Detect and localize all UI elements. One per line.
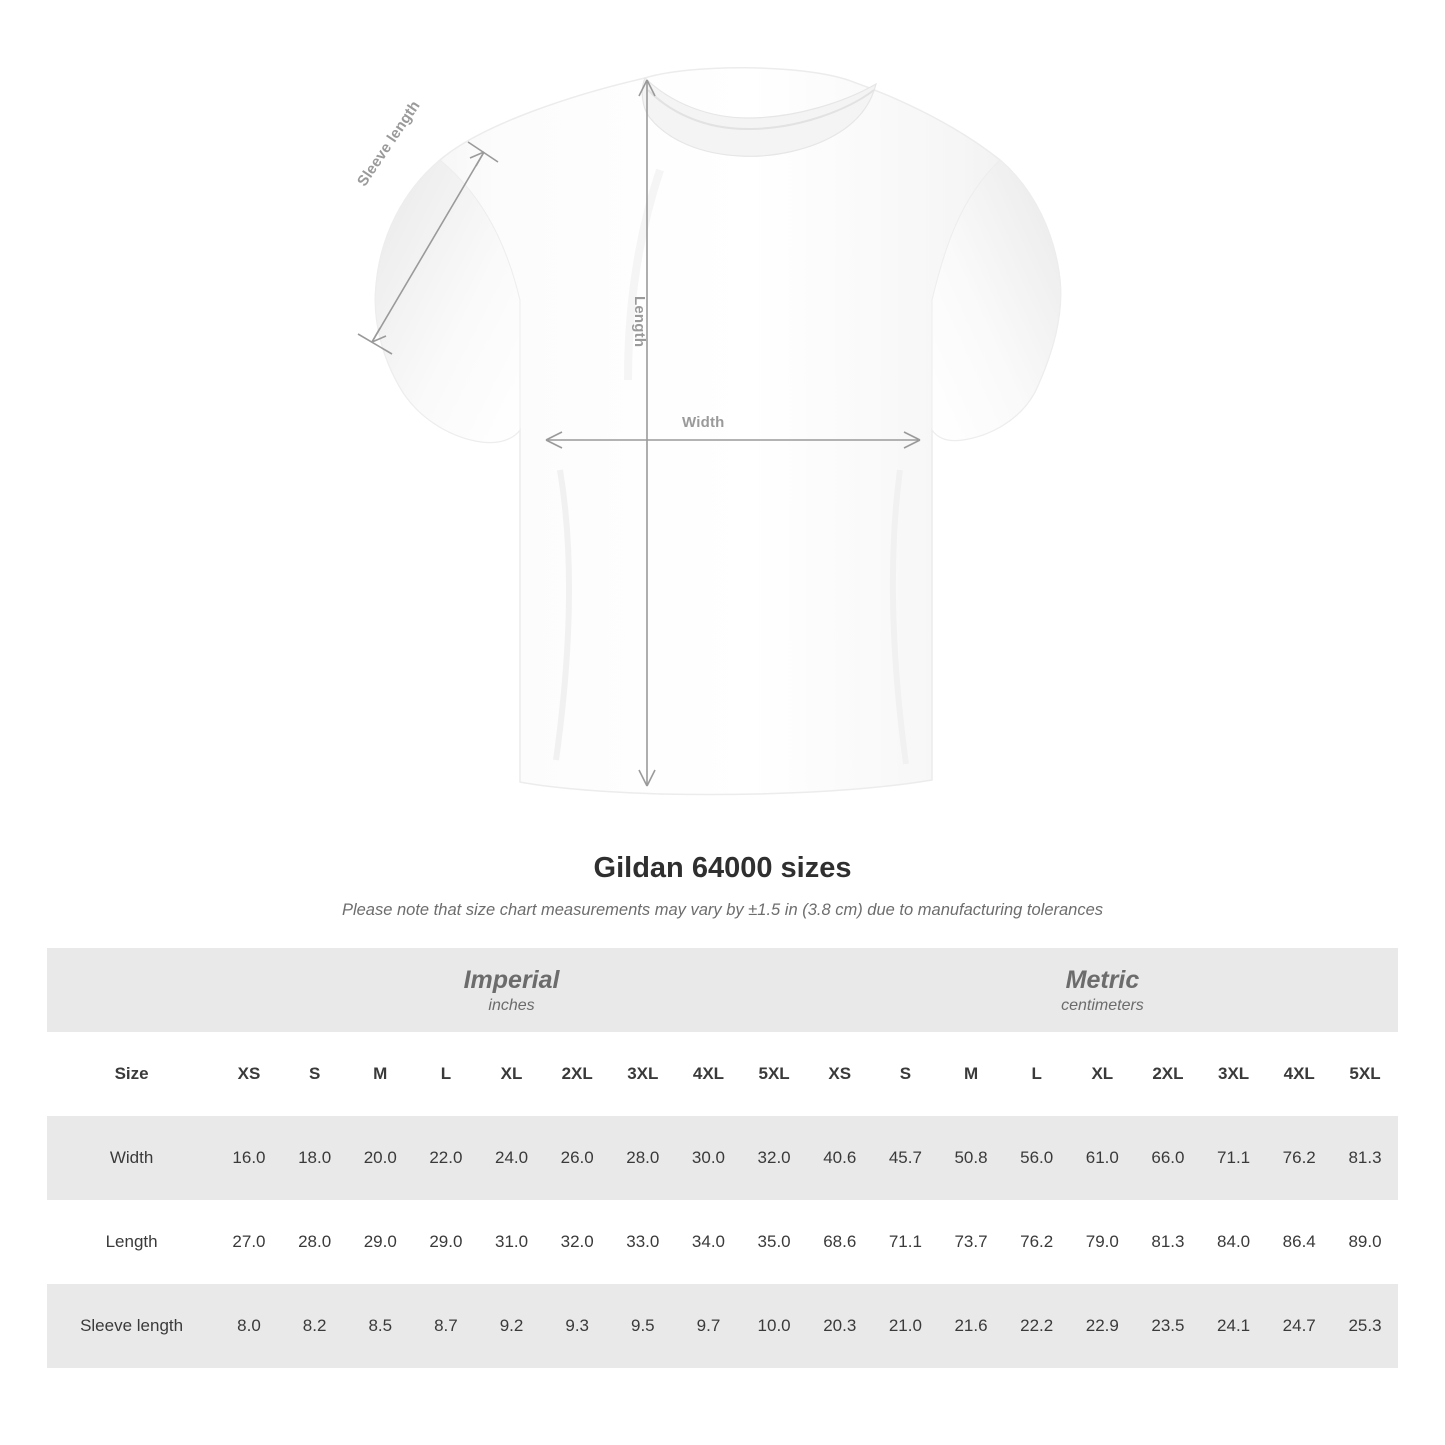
cell-width-l-metric: 56.0 [1004,1116,1070,1200]
column-header-2xl-imperial: 2XL [544,1032,610,1116]
cell-sleeve-length-m-imperial: 8.5 [347,1284,413,1368]
column-header-xl-metric: XL [1069,1032,1135,1116]
size-table [47,948,1398,1368]
cell-width-xl-metric: 61.0 [1069,1116,1135,1200]
column-header-l-imperial: L [413,1032,479,1116]
cell-width-xl-imperial: 24.0 [479,1116,545,1200]
column-header-xs-metric: XS [807,1032,873,1116]
cell-length-4xl-imperial: 34.0 [676,1200,742,1284]
length-label: Length [631,296,648,348]
cell-width-m-metric: 50.8 [938,1116,1004,1200]
cell-sleeve-length-xl-metric: 22.9 [1069,1284,1135,1368]
table-row [47,1284,1398,1368]
cell-width-5xl-metric: 81.3 [1332,1116,1398,1200]
cell-width-3xl-imperial: 28.0 [610,1116,676,1200]
cell-sleeve-length-4xl-metric: 24.7 [1266,1284,1332,1368]
cell-length-5xl-imperial: 35.0 [741,1200,807,1284]
cell-length-4xl-metric: 86.4 [1266,1200,1332,1284]
row-label-length: Length [47,1200,216,1284]
cell-sleeve-length-l-metric: 22.2 [1004,1284,1070,1368]
unit-band-spacer [47,948,216,1032]
cell-width-xs-imperial: 16.0 [216,1116,282,1200]
tolerance-note: Please note that size chart measurements may vary by ±1.5 in (3.8 cm) due to manufacturing tolerances [341,901,1104,919]
cell-length-2xl-metric: 81.3 [1135,1200,1201,1284]
unit-group-name: Imperial [463,966,560,995]
column-header-xs-imperial: XS [216,1032,282,1116]
cell-width-3xl-metric: 71.1 [1201,1116,1267,1200]
column-header-3xl-imperial: 3XL [610,1032,676,1116]
width-label: Width [682,414,725,431]
column-header-2xl-metric: 2XL [1135,1032,1201,1116]
column-header-s-metric: S [873,1032,939,1116]
unit-group-imperial [216,948,807,1032]
cell-width-xs-metric: 40.6 [807,1116,873,1200]
cell-length-3xl-imperial: 33.0 [610,1200,676,1284]
cell-sleeve-length-s-imperial: 8.2 [282,1284,348,1368]
cell-sleeve-length-2xl-metric: 23.5 [1135,1284,1201,1368]
column-header-5xl-imperial: 5XL [741,1032,807,1116]
row-label-width: Width [47,1116,216,1200]
cell-sleeve-length-xl-imperial: 9.2 [479,1284,545,1368]
cell-length-s-metric: 71.1 [873,1200,939,1284]
cell-length-xl-metric: 79.0 [1069,1200,1135,1284]
cell-sleeve-length-s-metric: 21.0 [873,1284,939,1368]
unit-group-row [47,948,1398,1032]
cell-length-xs-metric: 68.6 [807,1200,873,1284]
cell-width-2xl-imperial: 26.0 [544,1116,610,1200]
sleeve-length-label: Sleeve length [354,97,424,190]
unit-group-name: Metric [1065,966,1140,995]
page-title: Gildan 64000 sizes [593,852,852,884]
cell-length-xl-imperial: 31.0 [479,1200,545,1284]
column-header-m-imperial: M [347,1032,413,1116]
cell-length-l-imperial: 29.0 [413,1200,479,1284]
cell-width-m-imperial: 20.0 [347,1116,413,1200]
cell-sleeve-length-2xl-imperial: 9.3 [544,1284,610,1368]
row-label-sleeve-length: Sleeve length [47,1284,216,1368]
cell-length-3xl-metric: 84.0 [1201,1200,1267,1284]
unit-group-subtitle: inches [488,996,535,1014]
cell-sleeve-length-l-imperial: 8.7 [413,1284,479,1368]
column-header-3xl-metric: 3XL [1201,1032,1267,1116]
table-row [47,1200,1398,1284]
column-header-5xl-metric: 5XL [1332,1032,1398,1116]
cell-width-4xl-imperial: 30.0 [676,1116,742,1200]
table-row [47,1116,1398,1200]
column-header-l-metric: L [1004,1032,1070,1116]
cell-length-5xl-metric: 89.0 [1332,1200,1398,1284]
column-header-m-metric: M [938,1032,1004,1116]
cell-sleeve-length-m-metric: 21.6 [938,1284,1004,1368]
cell-sleeve-length-5xl-imperial: 10.0 [741,1284,807,1368]
cell-width-2xl-metric: 66.0 [1135,1116,1201,1200]
cell-length-s-imperial: 28.0 [282,1200,348,1284]
column-header-4xl-imperial: 4XL [676,1032,742,1116]
cell-sleeve-length-xs-imperial: 8.0 [216,1284,282,1368]
cell-sleeve-length-5xl-metric: 25.3 [1332,1284,1398,1368]
column-header-s-imperial: S [282,1032,348,1116]
unit-group-metric [807,948,1398,1032]
cell-sleeve-length-4xl-imperial: 9.7 [676,1284,742,1368]
unit-group-subtitle: centimeters [1061,996,1144,1014]
cell-width-s-imperial: 18.0 [282,1116,348,1200]
cell-width-4xl-metric: 76.2 [1266,1116,1332,1200]
table-header-row [47,1032,1398,1116]
column-header-4xl-metric: 4XL [1266,1032,1332,1116]
cell-width-l-imperial: 22.0 [413,1116,479,1200]
cell-width-s-metric: 45.7 [873,1116,939,1200]
row-header-size: Size [47,1032,216,1116]
cell-width-5xl-imperial: 32.0 [741,1116,807,1200]
cell-length-xs-imperial: 27.0 [216,1200,282,1284]
cell-length-l-metric: 76.2 [1004,1200,1070,1284]
cell-sleeve-length-3xl-metric: 24.1 [1201,1284,1267,1368]
cell-length-m-metric: 73.7 [938,1200,1004,1284]
cell-sleeve-length-xs-metric: 20.3 [807,1284,873,1368]
cell-length-m-imperial: 29.0 [347,1200,413,1284]
column-header-xl-imperial: XL [479,1032,545,1116]
cell-sleeve-length-3xl-imperial: 9.5 [610,1284,676,1368]
size-table-wrapper [47,948,1398,1368]
cell-length-2xl-imperial: 32.0 [544,1200,610,1284]
